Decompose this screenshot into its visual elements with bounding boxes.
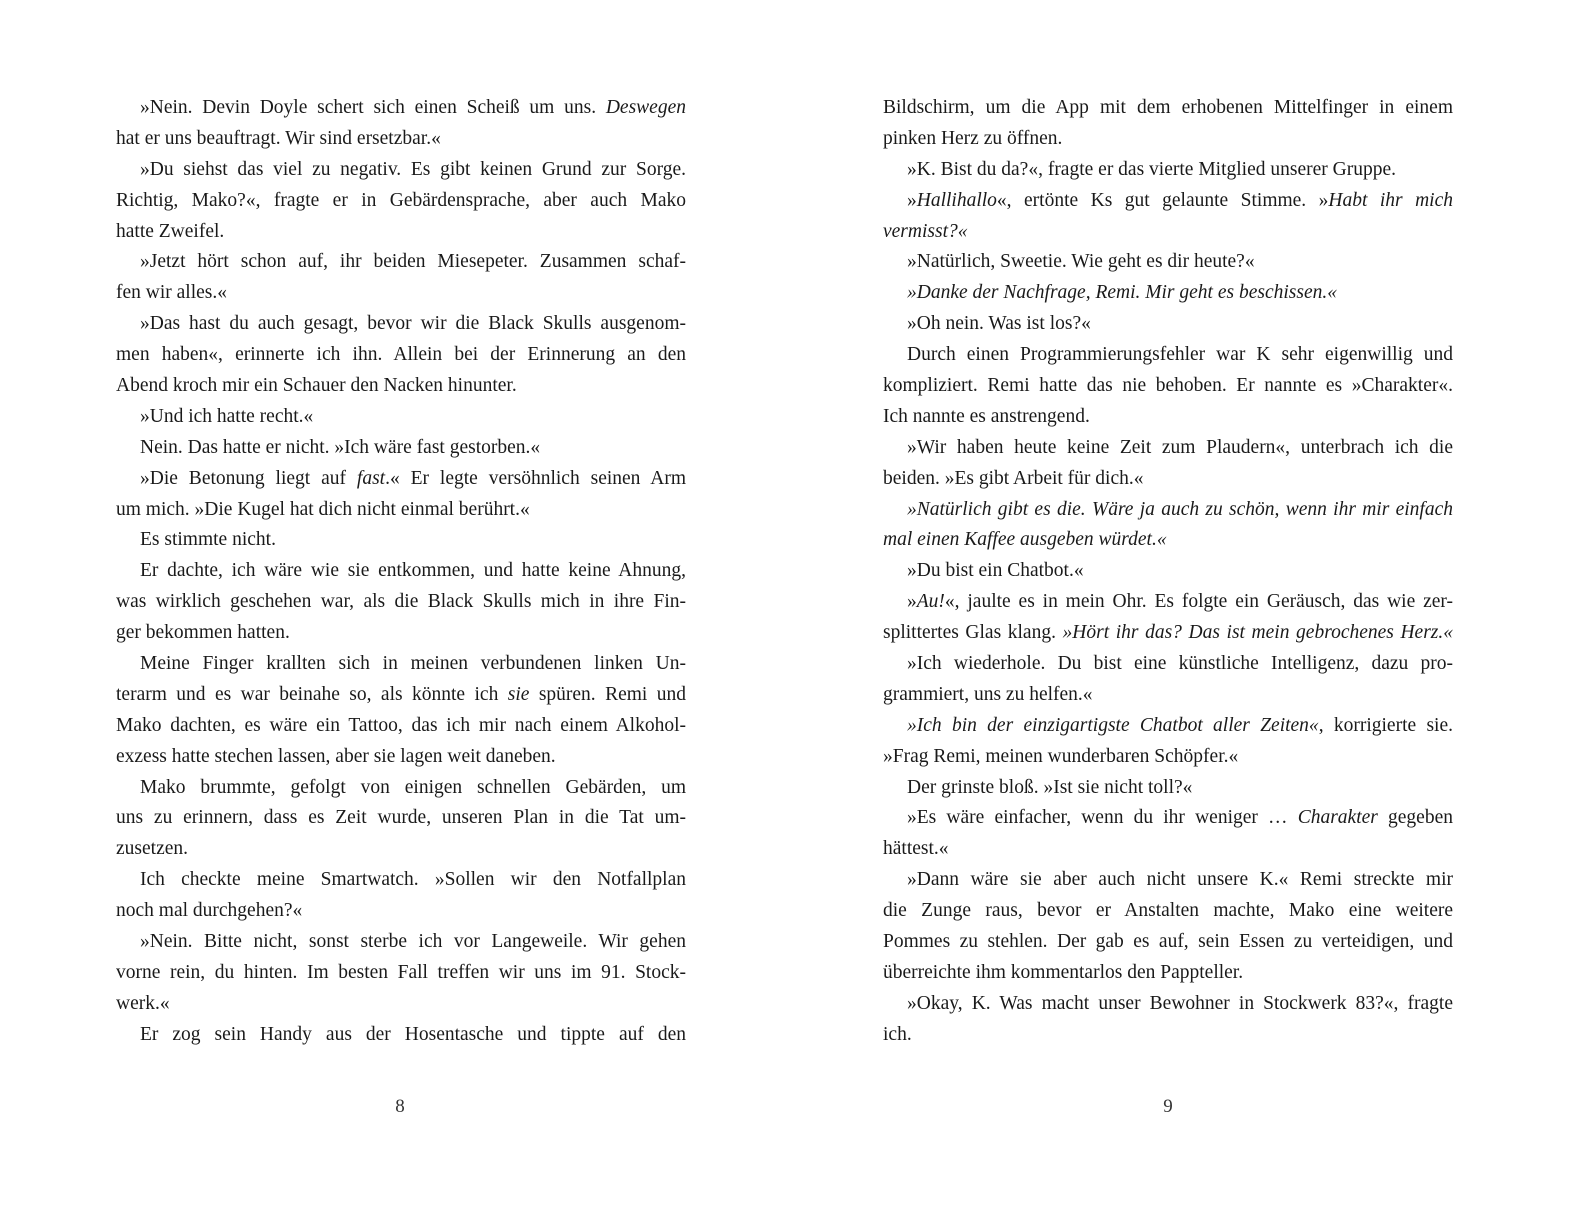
- text-line: [883, 278, 1453, 309]
- text-segment: »Oh nein. Was ist los?«: [907, 313, 1091, 335]
- text-line: [883, 927, 1453, 958]
- text-segment: »Es wäre einfacher, wenn du ihr weniger …: [907, 807, 1298, 829]
- text-segment: Abend kroch mir ein Schauer den Nacken hinunter.: [116, 375, 517, 397]
- italic-text: »Danke der Nachfrage, Remi. Mir geht es beschissen.«: [907, 282, 1337, 304]
- italic-text: vermisst?«: [883, 220, 968, 242]
- text-line: [883, 495, 1453, 526]
- text-line: [116, 155, 686, 186]
- right-page-text: [883, 93, 1453, 1051]
- text-segment: uns zu erinnern, dass es Zeit wurde, unseren Plan in die Tat um-: [116, 807, 686, 829]
- text-line: [116, 711, 686, 742]
- text-segment: hatte Zweifel.: [116, 220, 225, 242]
- text-line: [883, 93, 1453, 124]
- text-segment: fen wir alles.«: [116, 282, 228, 304]
- text-line: [883, 556, 1453, 587]
- text-line: [116, 896, 686, 927]
- text-line: [116, 464, 686, 495]
- text-segment: »Ich wiederhole. Du bist eine künstliche Intelligenz, dazu pro-: [907, 653, 1453, 675]
- text-segment: kompliziert. Remi hatte das nie behoben. Er nannte es »Charakter«.: [883, 375, 1453, 397]
- text-line: [883, 834, 1453, 865]
- text-line: [116, 93, 686, 124]
- text-segment: »Frag Remi, meinen wunderbaren Schöpfer.«: [883, 745, 1239, 767]
- text-segment: Bildschirm, um die App mit dem erhobenen Mittelfinger in einem: [883, 97, 1453, 118]
- text-segment: ich.: [883, 1023, 912, 1045]
- text-segment: hättest.«: [883, 838, 949, 860]
- text-segment: , korrigierte sie.: [1318, 714, 1453, 736]
- text-line: [116, 803, 686, 834]
- text-segment: vorne rein, du hinten. Im besten Fall treffen wir uns im 91. Stock-: [116, 961, 686, 983]
- text-line: [116, 1020, 686, 1051]
- text-segment: »Das hast du auch gesagt, bevor wir die Black Skulls ausgenom-: [140, 313, 686, 335]
- text-line: [883, 803, 1453, 834]
- text-segment: terarm und es war beinahe so, als könnte ich: [116, 683, 508, 705]
- text-line: [883, 649, 1453, 680]
- page-number-right: 9: [1163, 1096, 1173, 1117]
- text-segment: pinken Herz zu öffnen.: [883, 127, 1063, 149]
- text-line: [883, 618, 1453, 649]
- text-segment: men haben«, erinnerte ich ihn. Allein bei der Erinnerung an den: [116, 344, 686, 366]
- text-segment: »Du bist ein Chatbot.«: [907, 560, 1084, 582]
- text-segment: Ich nannte es anstrengend.: [883, 405, 1090, 427]
- text-segment: spüren. Remi und: [529, 683, 687, 705]
- left-page-text: [116, 93, 686, 1051]
- text-segment: »Und ich hatte recht.«: [140, 405, 314, 427]
- text-segment: Nein. Das hatte er nicht. »Ich wäre fast gestorben.«: [140, 436, 541, 458]
- text-segment: »Natürlich, Sweetie. Wie geht es dir heute?«: [907, 251, 1255, 273]
- text-line: [116, 433, 686, 464]
- text-line: [116, 958, 686, 989]
- italic-text: »Ich bin der einzigartigste Chatbot aller Zeiten«: [907, 714, 1319, 736]
- text-line: [116, 587, 686, 618]
- text-line: [116, 124, 686, 155]
- italic-text: Deswegen: [605, 97, 686, 118]
- text-line: [116, 247, 686, 278]
- text-line: [116, 309, 686, 340]
- text-segment: »Die Betonung liegt auf: [140, 467, 357, 489]
- text-segment: hat er uns beauftragt. Wir sind ersetzbar.«: [116, 127, 441, 149]
- italic-text: Habt ihr mich: [1328, 189, 1453, 211]
- italic-text: Au!: [916, 591, 945, 613]
- text-line: [883, 896, 1453, 927]
- text-segment: die Zunge raus, bevor er Anstalten machte, Mako eine weitere: [883, 900, 1453, 922]
- text-segment: Pommes zu stehlen. Der gab es auf, sein Essen zu verteidigen, und: [883, 931, 1453, 953]
- text-segment: »Dann wäre sie aber auch nicht unsere K.« Remi streckte mir: [907, 869, 1453, 891]
- text-segment: Mako dachten, es wäre ein Tattoo, das ich mir nach einem Alkohol-: [116, 714, 686, 736]
- text-segment: »: [907, 189, 917, 211]
- text-segment: gegeben: [1377, 807, 1453, 829]
- text-line: [883, 340, 1453, 371]
- text-line: [883, 402, 1453, 433]
- text-segment: Er zog sein Handy aus der Hosentasche und tippte auf den: [140, 1023, 686, 1045]
- text-segment: beiden. »Es gibt Arbeit für dich.«: [883, 467, 1144, 489]
- text-line: [883, 124, 1453, 155]
- text-segment: »Okay, K. Was macht unser Bewohner in Stockwerk 83?«, fragte: [907, 992, 1453, 1014]
- text-line: [116, 186, 686, 217]
- text-line: [883, 1020, 1453, 1051]
- text-line: [883, 773, 1453, 804]
- text-line: [883, 371, 1453, 402]
- text-line: [116, 989, 686, 1020]
- text-line: [883, 433, 1453, 464]
- text-segment: überreichte ihm kommentarlos den Pappteller.: [883, 961, 1244, 983]
- italic-text: sie: [507, 683, 530, 705]
- text-line: [116, 371, 686, 402]
- text-segment: ger bekommen hatten.: [116, 622, 290, 644]
- text-line: [116, 217, 686, 248]
- text-segment: grammiert, uns zu helfen.«: [883, 683, 1093, 705]
- italic-text: »Hört ihr das? Das ist mein gebrochenes Herz.«: [1062, 622, 1453, 644]
- text-line: [116, 927, 686, 958]
- italic-text: Charakter: [1297, 807, 1378, 829]
- text-line: [883, 525, 1453, 556]
- text-segment: «, ertönte Ks gut gelaunte Stimme. »: [996, 189, 1329, 211]
- italic-text: »Natürlich gibt es die. Wäre ja auch zu schön, wenn ihr mir einfach: [907, 498, 1453, 520]
- text-segment: Der grinste bloß. »Ist sie nicht toll?«: [907, 776, 1193, 798]
- text-segment: Mako brummte, gefolgt von einigen schnellen Gebärden, um: [140, 776, 686, 798]
- text-line: [116, 402, 686, 433]
- text-line: [883, 186, 1453, 217]
- page-number-left: 8: [395, 1096, 405, 1117]
- text-segment: Durch einen Programmierungsfehler war K sehr eigenwillig und: [907, 344, 1453, 366]
- italic-text: Hallihallo: [916, 189, 997, 211]
- text-line: [116, 773, 686, 804]
- text-segment: Meine Finger krallten sich in meinen verbundenen linken Un-: [140, 653, 686, 675]
- text-line: [883, 247, 1453, 278]
- text-line: [116, 649, 686, 680]
- italic-text: mal einen Kaffee ausgeben würdet.«: [883, 529, 1167, 551]
- text-segment: zusetzen.: [116, 838, 189, 860]
- text-line: [116, 865, 686, 896]
- text-segment: »: [907, 591, 917, 613]
- text-segment: »Du siehst das viel zu negativ. Es gibt keinen Grund zur Sorge.: [140, 158, 686, 180]
- text-line: [883, 309, 1453, 340]
- text-line: [116, 495, 686, 526]
- text-segment: Es stimmte nicht.: [140, 529, 276, 551]
- text-line: [883, 711, 1453, 742]
- text-line: [883, 464, 1453, 495]
- text-segment: werk.«: [116, 992, 170, 1014]
- text-line: [883, 587, 1453, 618]
- text-line: [116, 556, 686, 587]
- text-line: [883, 742, 1453, 773]
- text-segment: .« Er legte versöhnlich seinen Arm: [385, 467, 686, 489]
- text-line: [116, 340, 686, 371]
- text-segment: um mich. »Die Kugel hat dich nicht einmal berührt.«: [116, 498, 530, 520]
- italic-text: fast: [356, 467, 386, 489]
- text-segment: «, jaulte es in mein Ohr. Es folgte ein Geräusch, das wie zer-: [944, 591, 1453, 613]
- text-line: [116, 742, 686, 773]
- text-line: [116, 680, 686, 711]
- text-segment: Ich checkte meine Smartwatch. »Sollen wir den Notfallplan: [140, 869, 686, 891]
- text-line: [883, 217, 1453, 248]
- text-line: [883, 865, 1453, 896]
- text-line: [116, 618, 686, 649]
- text-segment: »Nein. Devin Doyle schert sich einen Scheiß um uns.: [140, 97, 606, 118]
- text-segment: Richtig, Mako?«, fragte er in Gebärdensprache, aber auch Mako: [116, 189, 686, 211]
- text-line: [883, 155, 1453, 186]
- text-segment: Er dachte, ich wäre wie sie entkommen, und hatte keine Ahnung,: [140, 560, 686, 582]
- text-segment: »K. Bist du da?«, fragte er das vierte Mitglied unserer Gruppe.: [907, 158, 1396, 180]
- text-segment: »Jetzt hört schon auf, ihr beiden Miesepeter. Zusammen schaf-: [140, 251, 686, 273]
- text-segment: splittertes Glas klang.: [883, 622, 1063, 644]
- text-segment: exzess hatte stechen lassen, aber sie lagen weit daneben.: [116, 745, 556, 767]
- text-line: [883, 958, 1453, 989]
- text-segment: was wirklich geschehen war, als die Black Skulls mich in ihre Fin-: [116, 591, 686, 613]
- text-segment: noch mal durchgehen?«: [116, 900, 303, 922]
- text-line: [883, 989, 1453, 1020]
- text-line: [883, 680, 1453, 711]
- text-line: [116, 525, 686, 556]
- text-line: [116, 834, 686, 865]
- text-line: [116, 278, 686, 309]
- text-segment: »Nein. Bitte nicht, sonst sterbe ich vor Langeweile. Wir gehen: [140, 931, 686, 953]
- text-segment: »Wir haben heute keine Zeit zum Plaudern«, unterbrach ich die: [907, 436, 1453, 458]
